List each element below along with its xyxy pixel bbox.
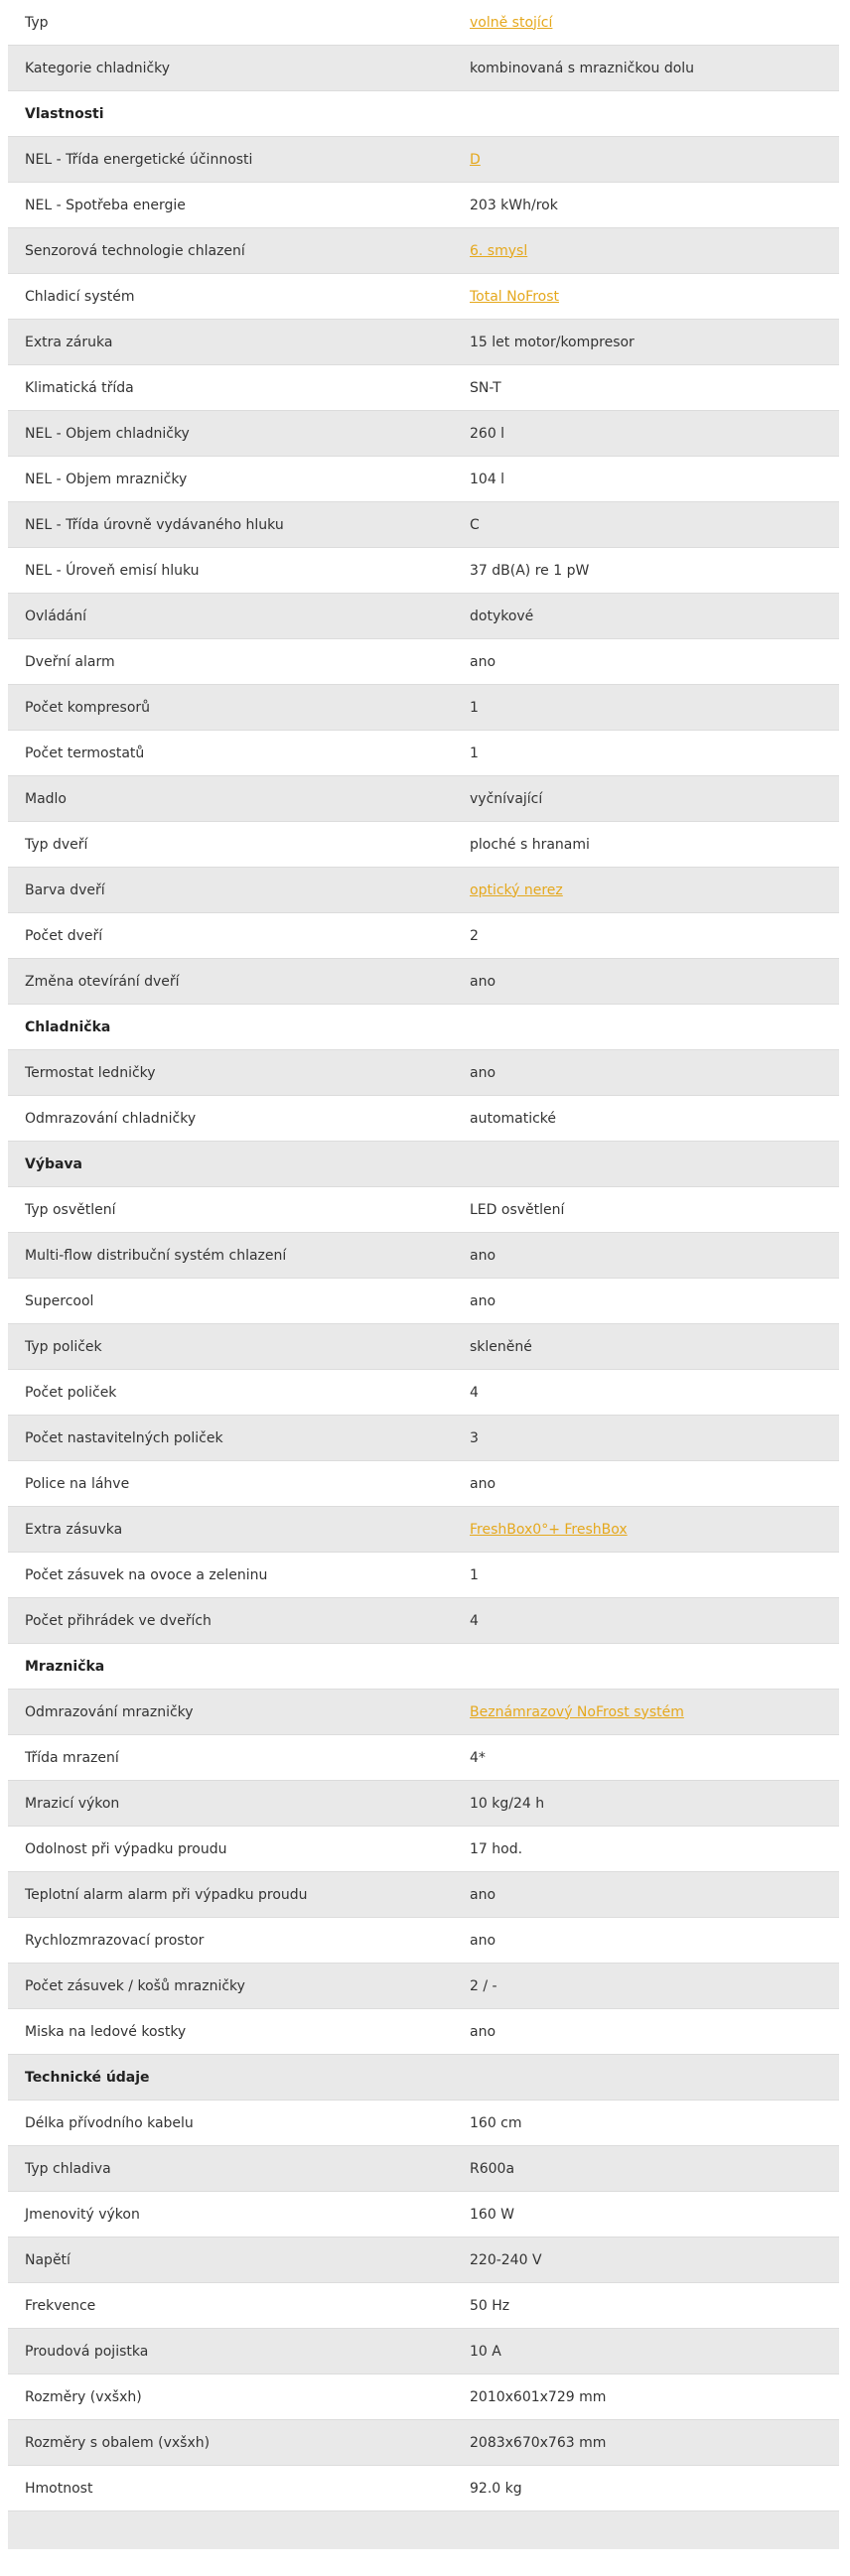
spec-value-link[interactable]: Beznámrazový NoFrost systém bbox=[470, 1703, 684, 1720]
spec-row bbox=[8, 274, 839, 320]
spec-row bbox=[8, 1918, 839, 1964]
section-header-vybava bbox=[8, 1142, 839, 1187]
spec-row bbox=[8, 731, 839, 776]
spec-label: NEL - Třída energetické účinnosti bbox=[25, 151, 253, 168]
spec-label: Senzorová technologie chlazení bbox=[25, 242, 245, 259]
spec-value: 2 bbox=[470, 927, 479, 944]
spec-value: 4* bbox=[470, 1749, 486, 1766]
spec-value: ano bbox=[470, 1475, 496, 1492]
spec-label: Typ dveří bbox=[25, 836, 88, 853]
spec-value: ano bbox=[470, 1292, 496, 1309]
spec-label: Multi-flow distribuční systém chlazení bbox=[25, 1247, 287, 1264]
spec-label: NEL - Objem chladničky bbox=[25, 425, 190, 442]
spec-value: 10 kg/24 h bbox=[470, 1795, 545, 1812]
spec-label: Rozměry (vxšxh) bbox=[25, 2388, 142, 2405]
spec-value: vyčnívající bbox=[470, 790, 543, 807]
spec-value: 1 bbox=[470, 1566, 479, 1583]
spec-value-link[interactable]: 6. smysl bbox=[470, 242, 528, 259]
spec-label: Rychlozmrazovací prostor bbox=[25, 1932, 205, 1949]
spec-row bbox=[8, 2466, 839, 2511]
spec-label: Typ poliček bbox=[25, 1338, 102, 1355]
spec-value: ano bbox=[470, 1886, 496, 1903]
spec-label: Miska na ledové kostky bbox=[25, 2023, 187, 2040]
spec-label: Jmenovitý výkon bbox=[25, 2206, 140, 2223]
spec-value: 2083x670x763 mm bbox=[470, 2434, 607, 2451]
spec-row bbox=[8, 183, 839, 228]
spec-value: ano bbox=[470, 1064, 496, 1081]
spec-row bbox=[8, 1690, 839, 1735]
spec-label: NEL - Úroveň emisí hluku bbox=[25, 562, 200, 579]
spec-value: 17 hod. bbox=[470, 1840, 523, 1857]
spec-value: 203 kWh/rok bbox=[470, 197, 558, 213]
spec-value: 50 Hz bbox=[470, 2297, 510, 2314]
spec-value: ano bbox=[470, 2023, 496, 2040]
spec-value: 1 bbox=[470, 699, 479, 716]
spec-row bbox=[8, 548, 839, 594]
spec-row bbox=[8, 1872, 839, 1918]
spec-value: dotykové bbox=[470, 608, 534, 624]
spec-row bbox=[8, 1187, 839, 1233]
spec-row bbox=[8, 320, 839, 365]
spec-row bbox=[8, 502, 839, 548]
spec-value: ano bbox=[470, 1932, 496, 1949]
spec-value: 220-240 V bbox=[470, 2251, 542, 2268]
spec-label: Počet zásuvek / košů mrazničky bbox=[25, 1977, 245, 1994]
spec-label: Barva dveří bbox=[25, 881, 105, 898]
spec-value: 2010x601x729 mm bbox=[470, 2388, 607, 2405]
spec-value: ploché s hranami bbox=[470, 836, 590, 853]
spec-row bbox=[8, 2329, 839, 2374]
spec-row bbox=[8, 2101, 839, 2146]
spec-value: 104 l bbox=[470, 471, 505, 487]
spec-label: Počet termostatů bbox=[25, 745, 145, 761]
spec-label: Počet přihrádek ve dveřích bbox=[25, 1612, 212, 1629]
spec-value-cell bbox=[470, 15, 839, 31]
spec-label: Ovládání bbox=[25, 608, 87, 624]
spec-row bbox=[8, 2192, 839, 2237]
spec-label: NEL - Spotřeba energie bbox=[25, 197, 186, 213]
spec-label: Termostat ledničky bbox=[25, 1064, 156, 1081]
spec-value-cell bbox=[470, 882, 839, 898]
spec-value-cell bbox=[470, 1704, 839, 1720]
spec-label: Mrazicí výkon bbox=[25, 1795, 120, 1812]
section-header-technicke-udaje bbox=[8, 2055, 839, 2101]
spec-label: Odmrazování mrazničky bbox=[25, 1703, 194, 1720]
spec-row bbox=[8, 1964, 839, 2009]
spec-value-link[interactable]: D bbox=[470, 151, 481, 168]
spec-value-link[interactable]: FreshBox0°+ FreshBox bbox=[470, 1521, 628, 1538]
spec-label: Počet zásuvek na ovoce a zeleninu bbox=[25, 1566, 268, 1583]
spec-label: Dveřní alarm bbox=[25, 653, 115, 670]
spec-row bbox=[8, 776, 839, 822]
spec-value-link[interactable]: optický nerez bbox=[470, 881, 563, 898]
spec-label: Teplotní alarm alarm při výpadku proudu bbox=[25, 1886, 308, 1903]
spec-row bbox=[8, 2237, 839, 2283]
spec-value-cell bbox=[470, 243, 839, 259]
spec-label: Chladicí systém bbox=[25, 288, 135, 305]
spec-row bbox=[8, 2146, 839, 2192]
spec-row bbox=[8, 822, 839, 868]
spec-table bbox=[8, 0, 839, 2549]
spec-row bbox=[8, 959, 839, 1005]
spec-label: NEL - Objem mrazničky bbox=[25, 471, 188, 487]
spec-row bbox=[8, 913, 839, 959]
spec-label: Extra zásuvka bbox=[25, 1521, 123, 1538]
spec-row bbox=[8, 1461, 839, 1507]
spec-value: 4 bbox=[470, 1384, 479, 1401]
spec-value-cell bbox=[470, 152, 839, 168]
spec-row bbox=[8, 594, 839, 639]
spec-row bbox=[8, 1598, 839, 1644]
spec-label: Supercool bbox=[25, 1292, 94, 1309]
spec-value: 10 A bbox=[470, 2343, 501, 2360]
spec-row bbox=[8, 685, 839, 731]
spec-value: ano bbox=[470, 653, 496, 670]
spec-value: skleněné bbox=[470, 1338, 532, 1355]
spec-row bbox=[8, 639, 839, 685]
spec-label: Rozměry s obalem (vxšxh) bbox=[25, 2434, 211, 2451]
spec-value-cell bbox=[470, 289, 839, 305]
spec-row bbox=[8, 1324, 839, 1370]
spec-label: Počet kompresorů bbox=[25, 699, 151, 716]
spec-value: 260 l bbox=[470, 425, 505, 442]
spec-value: 1 bbox=[470, 745, 479, 761]
spec-label: Délka přívodního kabelu bbox=[25, 2114, 194, 2131]
spec-label: Kategorie chladničky bbox=[25, 60, 171, 76]
spec-row bbox=[8, 1827, 839, 1872]
spec-value: 160 cm bbox=[470, 2114, 522, 2131]
spec-label: Typ chladiva bbox=[25, 2160, 111, 2177]
section-header-chladnicka bbox=[8, 1005, 839, 1050]
spec-label: NEL - Třída úrovně vydávaného hluku bbox=[25, 516, 284, 533]
spec-value: 4 bbox=[470, 1612, 479, 1629]
spec-row bbox=[8, 868, 839, 913]
spec-value: 15 let motor/kompresor bbox=[470, 334, 635, 350]
spec-label: Počet nastavitelných poliček bbox=[25, 1429, 223, 1446]
spec-row bbox=[8, 1096, 839, 1142]
section-title: Chladnička bbox=[25, 1018, 111, 1035]
spec-row bbox=[8, 1279, 839, 1324]
spec-row bbox=[8, 1416, 839, 1461]
spec-row bbox=[8, 2420, 839, 2466]
spec-value-link[interactable]: volně stojící bbox=[470, 14, 553, 31]
spec-row bbox=[8, 1507, 839, 1553]
spec-label: Typ osvětlení bbox=[25, 1201, 116, 1218]
spec-row bbox=[8, 457, 839, 502]
spec-value: kombinovaná s mrazničkou dolu bbox=[470, 60, 695, 76]
spec-label: Počet poliček bbox=[25, 1384, 117, 1401]
spec-row bbox=[8, 365, 839, 411]
spec-row bbox=[8, 137, 839, 183]
spec-row bbox=[8, 2283, 839, 2329]
section-title: Technické údaje bbox=[25, 2069, 150, 2086]
spec-row bbox=[8, 1553, 839, 1598]
spec-value: C bbox=[470, 516, 480, 533]
spec-row bbox=[8, 228, 839, 274]
section-header-mraznicka bbox=[8, 1644, 839, 1690]
spec-label: Police na láhve bbox=[25, 1475, 130, 1492]
spec-row bbox=[8, 411, 839, 457]
section-title: Mraznička bbox=[25, 1658, 105, 1675]
section-header-vlastnosti bbox=[8, 91, 839, 137]
spec-label: Počet dveří bbox=[25, 927, 103, 944]
spec-label: Napětí bbox=[25, 2251, 71, 2268]
spec-label: Frekvence bbox=[25, 2297, 96, 2314]
spec-label: Třída mrazení bbox=[25, 1749, 119, 1766]
spec-label: Hmotnost bbox=[25, 2480, 93, 2497]
spec-row bbox=[8, 1050, 839, 1096]
spec-row bbox=[8, 2374, 839, 2420]
spec-row bbox=[8, 1233, 839, 1279]
spec-label: Změna otevírání dveří bbox=[25, 973, 180, 990]
spec-value: automatické bbox=[470, 1110, 557, 1127]
spec-value: 3 bbox=[470, 1429, 479, 1446]
spec-value: 160 W bbox=[470, 2206, 515, 2223]
spec-value: ano bbox=[470, 1247, 496, 1264]
spec-row bbox=[8, 2009, 839, 2055]
spec-row bbox=[8, 2511, 839, 2549]
spec-row bbox=[8, 1370, 839, 1416]
spec-value: LED osvětlení bbox=[470, 1201, 565, 1218]
section-title: Výbava bbox=[25, 1155, 83, 1172]
spec-value-cell bbox=[470, 1522, 839, 1538]
spec-row bbox=[8, 1735, 839, 1781]
spec-label: Klimatická třída bbox=[25, 379, 134, 396]
spec-row bbox=[8, 46, 839, 91]
spec-label: Madlo bbox=[25, 790, 67, 807]
spec-value: 92.0 kg bbox=[470, 2480, 522, 2497]
spec-row bbox=[8, 0, 839, 46]
spec-label: Typ bbox=[25, 14, 49, 31]
section-title: Vlastnosti bbox=[25, 105, 104, 122]
spec-label: Odolnost při výpadku proudu bbox=[25, 1840, 227, 1857]
spec-label: Proudová pojistka bbox=[25, 2343, 149, 2360]
spec-value: 37 dB(A) re 1 pW bbox=[470, 562, 590, 579]
spec-row bbox=[8, 1781, 839, 1827]
spec-value: ano bbox=[470, 973, 496, 990]
spec-label: Extra záruka bbox=[25, 334, 113, 350]
spec-value: SN-T bbox=[470, 379, 501, 396]
spec-value: 2 / - bbox=[470, 1977, 497, 1994]
spec-value: R600a bbox=[470, 2160, 515, 2177]
spec-value-link[interactable]: Total NoFrost bbox=[470, 288, 560, 305]
spec-label: Odmrazování chladničky bbox=[25, 1110, 197, 1127]
